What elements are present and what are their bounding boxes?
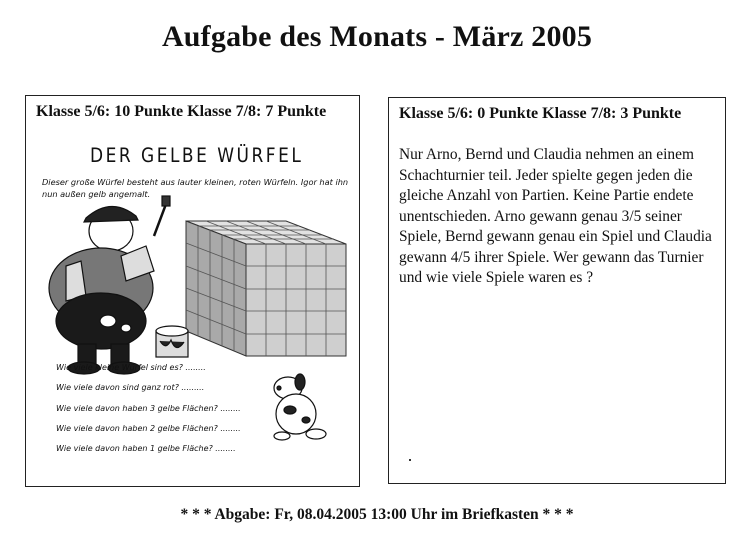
submission-footer: * * * Abgabe: Fr, 08.04.2005 13:00 Uhr im Briefkasten * * * xyxy=(180,506,574,523)
worksheet-title: DER GELBE WÜRFEL xyxy=(90,144,304,168)
paint-bucket-icon xyxy=(156,326,188,357)
dog-icon xyxy=(274,374,326,440)
question-2: Wie viele davon sind ganz rot? ......... xyxy=(56,383,205,392)
right-panel-points-header: Klasse 5/6: 0 Punkte Klasse 7/8: 3 Punkte xyxy=(399,105,682,122)
chess-problem-text: Nur Arno, Bernd und Claudia nehmen an einem Schachturnier teil. Jeder spielte gegen jeden die gleiche Anzahl von Partien. Keine Partie endete unentschieden. Arno gewann genau 3/5 seiner Spiele, Bernd gewann genau ein Spiel und Claudia gewann 4/5 ihrer Spiele. Wer gewann das Turnier und wie viele Spiele waren es ? xyxy=(399,146,712,286)
right-task-panel xyxy=(388,97,726,484)
question-1: Wie viele kleine Würfel sind es? ........ xyxy=(56,363,206,372)
left-task-panel xyxy=(25,95,360,487)
question-3: Wie viele davon haben 3 gelbe Flächen? ........ xyxy=(56,404,241,413)
worksheet-intro: Dieser große Würfel besteht aus lauter kleinen, roten Würfeln. Igor hat ihn nun außen gelb angemalt. xyxy=(42,177,349,199)
painter-figure-icon xyxy=(49,196,170,374)
stray-dot xyxy=(409,459,411,461)
question-5: Wie viele davon haben 1 gelbe Fläche? ........ xyxy=(56,444,236,453)
left-panel-points-header: Klasse 5/6: 10 Punkte Klasse 7/8: 7 Punkte xyxy=(36,103,327,120)
question-4: Wie viele davon haben 2 gelbe Flächen? ........ xyxy=(56,424,241,433)
page-title: Aufgabe des Monats - März 2005 xyxy=(161,20,593,53)
